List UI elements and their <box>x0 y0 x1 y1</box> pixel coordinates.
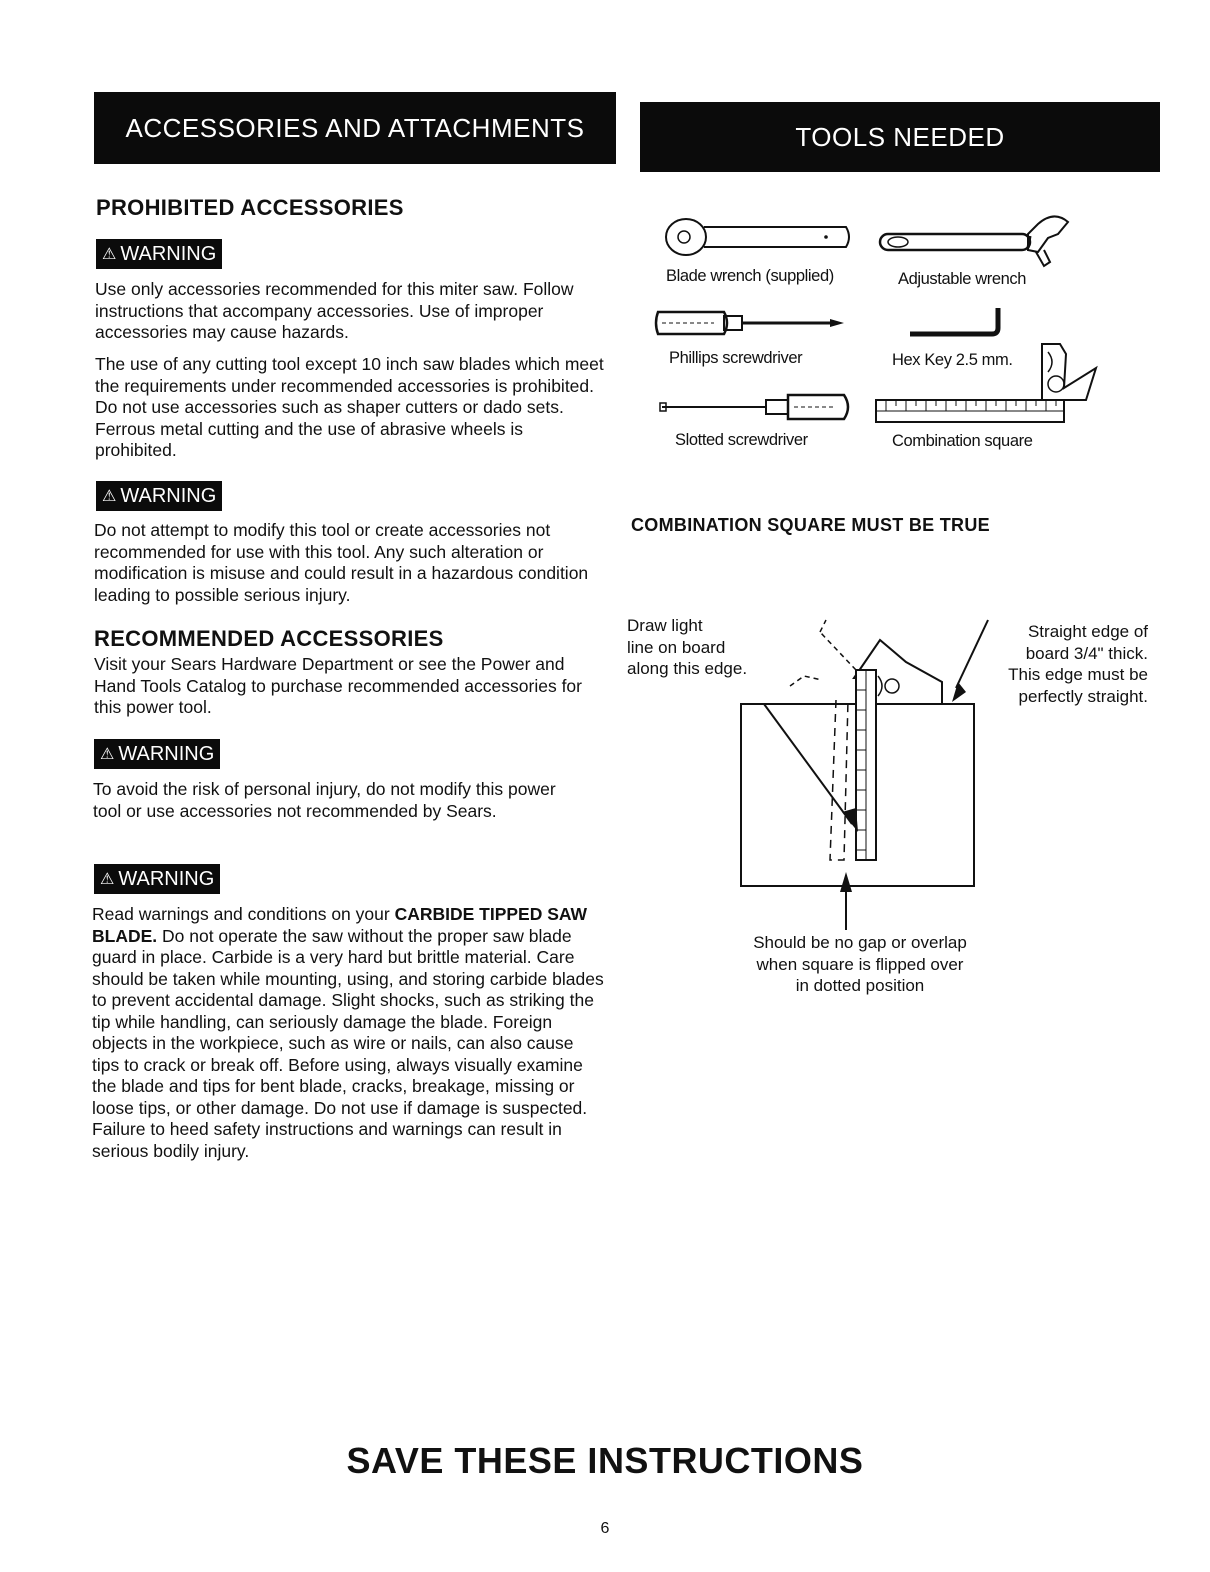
prohibited-accessories-title: PROHIBITED ACCESSORIES <box>96 195 404 220</box>
warning-badge-2 <box>96 481 222 511</box>
blade-wrench-label: Blade wrench (supplied) <box>666 267 834 285</box>
warning-4-text-pre: Read warnings and conditions on your <box>92 904 395 924</box>
section-header-tools <box>640 102 1160 172</box>
warning-triangle-icon: ⚠ <box>102 246 117 263</box>
combination-square-title: COMBINATION SQUARE MUST BE TRUE <box>631 515 990 535</box>
hex-key-label: Hex Key 2.5 mm. <box>892 351 1013 369</box>
warning-badge-3-label: WARNING <box>118 742 215 765</box>
warning-3-text: To avoid the risk of personal injury, do not modify this power tool or use accessories not recommended by Sears. <box>93 779 556 821</box>
hex-key-icon <box>908 306 1008 346</box>
warning-badge-4-label: WARNING <box>118 867 215 890</box>
warning-1-text: Use only accessories recommended for this miter saw. Follow instructions that accompany accessories. Use of improper accessories may cause hazards. <box>95 279 574 342</box>
warning-4-text <box>92 904 604 1162</box>
combination-square-icon <box>874 342 1104 428</box>
flipped-blade-outline <box>830 700 848 860</box>
straight-edge-note-line-3: This edge must be <box>1008 665 1148 684</box>
straight-edge-note-line-1: Straight edge of <box>1027 622 1148 641</box>
section-header-tools-text: TOOLS NEEDED <box>795 121 1005 152</box>
no-gap-note-line-3: in dotted position <box>795 976 925 995</box>
no-gap-note-line-1: Should be no gap or overlap <box>753 933 967 952</box>
warning-4-text-bold: CARBIDE TIPPED SAW BLADE. <box>92 904 588 946</box>
adjustable-wrench-label: Adjustable wrench <box>898 270 1027 288</box>
flipped-head-outline <box>790 620 856 686</box>
straight-edge-note-line-4: perfectly straight. <box>1018 686 1148 706</box>
warning-triangle-icon: ⚠ <box>102 488 117 505</box>
page-number: 6 <box>600 1520 610 1537</box>
recommended-text: Visit your Sears Hardware Department or see the Power and Hand Tools Catalog to purchase recommended accessories for this power tool. <box>94 654 582 717</box>
section-header-accessories-text: ACCESSORIES AND ATTACHMENTS <box>125 112 585 143</box>
draw-line-note-line-1: Draw light <box>627 616 703 635</box>
warning-triangle-icon: ⚠ <box>100 746 115 763</box>
phillips-screwdriver-label: Phillips screwdriver <box>669 349 803 367</box>
warning-badge-1 <box>96 239 222 269</box>
recommended-accessories-title: RECOMMENDED ACCESSORIES <box>94 626 444 651</box>
no-gap-note-line-2: when square is flipped over <box>756 954 964 974</box>
save-instructions-heading: SAVE THESE INSTRUCTIONS <box>346 1440 864 1481</box>
prohibited-paragraph: The use of any cutting tool except 10 inch saw blades which meet the requirements under recommended accessories is prohibited. Do not use accessories such as shaper cutters or dado sets. Ferrous metal cutting and the use of abrasive wheels is prohibited. <box>95 354 604 460</box>
combination-square-label: Combination square <box>892 432 1033 450</box>
slotted-screwdriver-label: Slotted screwdriver <box>675 431 808 449</box>
blade-wrench-icon <box>664 216 854 258</box>
warning-4-text-post: Do not operate the saw without the proper saw blade guard in place. Carbide is a very hard but brittle material. Care should be taken while mounting, using, and storing carbide blades to prevent accidental damage. Slight shocks, such as striking the tip while handling, can seriously damage the blade. Foreign objects in the workpiece, such as wire or nails, can also cause tips to crack or break off. Before using, always visually examine the blade and tips for bent blade, cracks, breakage, missing or loose tips, or other damage. Do not use if damage is suspected. Failure to heed safety instructions and warnings can result in serious bodily injury. <box>92 925 604 1161</box>
slotted-screwdriver-icon <box>658 392 858 422</box>
warning-2-text: Do not attempt to modify this tool or create accessories not recommended for use with this tool. Any such alteration or modification is misuse and could result in a hazardous condition leading to possible serious injury. <box>94 520 589 605</box>
no-gap-note <box>700 932 1020 997</box>
draw-line-leader <box>764 704 852 824</box>
straight-edge-note-line-2: board 3/4" thick. <box>1025 643 1148 663</box>
draw-line-note-line-2: line on board <box>627 637 726 657</box>
warning-badge-1-label: WARNING <box>120 242 217 265</box>
section-header-accessories <box>94 92 616 164</box>
phillips-screwdriver-icon <box>654 308 854 338</box>
warning-triangle-icon: ⚠ <box>100 871 115 888</box>
combination-square-diagram <box>730 610 990 930</box>
straight-edge-leader <box>956 620 988 688</box>
warning-badge-4 <box>94 864 220 894</box>
warning-badge-2-label: WARNING <box>120 484 217 507</box>
draw-line-note-line-3: along this edge. <box>627 659 748 678</box>
adjustable-wrench-icon <box>878 212 1078 272</box>
warning-badge-3 <box>94 739 220 769</box>
